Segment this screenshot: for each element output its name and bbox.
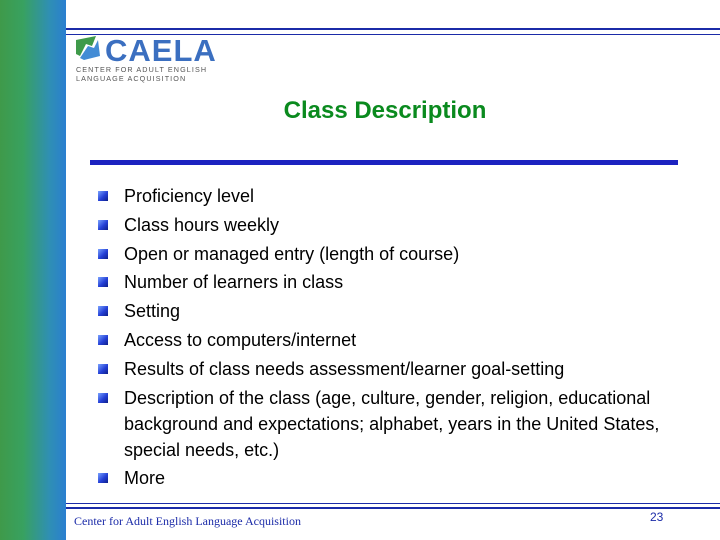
- logo-wordmark: CAELA: [105, 33, 217, 68]
- bullet-square-icon: [98, 277, 108, 287]
- bottom-rule-thin: [66, 503, 720, 504]
- bullet-text: More: [124, 468, 166, 489]
- bullet-text: Number of learners in class: [124, 272, 344, 293]
- bullet-item: [98, 241, 688, 267]
- page-number: 23: [650, 510, 664, 524]
- bullet-item: [98, 183, 688, 209]
- bullet-text: Results of class needs assessment/learner goal-setting: [124, 358, 565, 379]
- logo-subtitle-line2: LANGUAGE ACQUISITION: [76, 74, 187, 83]
- bottom-rule: [66, 507, 720, 509]
- bullet-item: [98, 269, 688, 295]
- bullet-square-icon: [98, 364, 108, 374]
- caela-logo: [74, 34, 224, 84]
- bullet-text: Class hours weekly: [124, 214, 280, 235]
- left-gradient-band: [0, 0, 66, 540]
- bullet-text: Setting: [124, 301, 181, 322]
- bullet-square-icon: [98, 473, 108, 483]
- logo-subtitle-line1: CENTER FOR ADULT ENGLISH: [76, 65, 208, 74]
- bullet-item: [98, 356, 688, 382]
- bullet-square-icon: [98, 306, 108, 316]
- bullet-text: Proficiency level: [124, 186, 255, 206]
- bullet-square-icon: [98, 249, 108, 259]
- slide-title: Class Description: [283, 97, 487, 124]
- bullet-item: [98, 212, 688, 238]
- title-underline: [90, 160, 678, 165]
- bullet-list: [98, 183, 688, 494]
- bullet-square-icon: [98, 335, 108, 345]
- bullet-item: [98, 327, 688, 353]
- footer-text: Center for Adult English Language Acquisition: [74, 514, 301, 528]
- bullet-square-icon: [98, 220, 108, 230]
- bullet-item: [98, 298, 688, 324]
- top-rule: [66, 28, 720, 30]
- bullet-square-icon: [98, 191, 108, 201]
- caela-logo-mark-icon: [74, 34, 106, 66]
- bullet-text: Access to computers/internet: [124, 329, 357, 350]
- logo-subtitle: [76, 65, 207, 83]
- bullet-item: [98, 385, 688, 463]
- bullet-text: Description of the class (age, culture, gender, religion, educational background and expectations; alphabet, years in the United States, special needs, etc.): [124, 387, 660, 460]
- bullet-text: Open or managed entry (length of course): [124, 243, 460, 264]
- bullet-square-icon: [98, 393, 108, 403]
- bullet-item: [98, 465, 688, 491]
